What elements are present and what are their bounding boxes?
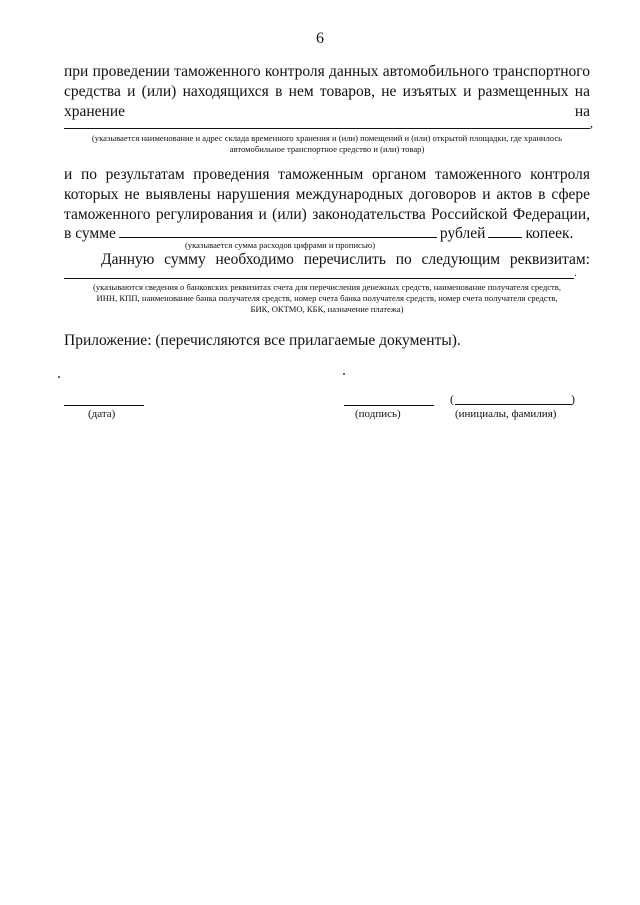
initials-label: (инициалы, фамилия): [455, 408, 557, 420]
page-number: 6: [316, 30, 324, 47]
rubles-label: рублей: [439, 225, 486, 242]
warehouse-blank-line: [64, 128, 590, 129]
appendix-line: Приложение: (перечисляются все прилагаемые документы).: [64, 332, 461, 349]
amount-note: (указывается сумма расходов цифрами и прописью): [184, 240, 376, 250]
signature-blank-line: [344, 405, 434, 406]
amount-blank: [119, 224, 437, 238]
paragraph-customs-control: при проведении таможенного контроля данных автомобильного транспортного средства и (или) находящихся в нем товаров, не изъятых и размещенных на хранение на: [64, 63, 590, 120]
requisites-note: (указываются сведения о банковских реквизитах счета для перечисления денежных средств, наименование получателя средств, ИНН, КПП, наименование банка получателя средств, номер счета банка получателя средств, номер счета получателя средств, БИК, ОКТМО, КБК, назначение платежа): [93, 282, 561, 314]
date-label: (дата): [88, 408, 116, 420]
date-blank-line: [64, 405, 144, 406]
requisites-blank-line: [64, 278, 574, 279]
kopecks-blank: [488, 224, 522, 238]
paragraph-results: и по результатам проведения таможенным органом таможенного контроля которых не выявлены нарушения международных договоров и актов в сфере таможенного регулирования и (или) законодательства Российской Федерации,: [64, 166, 590, 223]
paragraph-requisites: Данную сумму необходимо перечислить по следующим реквизитам:: [101, 251, 590, 268]
warehouse-note: (указывается наименование и адрес склада временного хранения и (или) помещений и (или) открытой площадки, где хранилось автомобильное транспортное средство и (или) товар): [91, 133, 563, 154]
scan-speck: [343, 373, 345, 375]
initials-blank-line: [455, 404, 572, 405]
signature-label: (подпись): [355, 408, 401, 420]
sum-prefix: в сумме: [64, 225, 116, 242]
kopecks-label: копеек.: [525, 225, 574, 242]
scan-speck: [58, 376, 60, 378]
